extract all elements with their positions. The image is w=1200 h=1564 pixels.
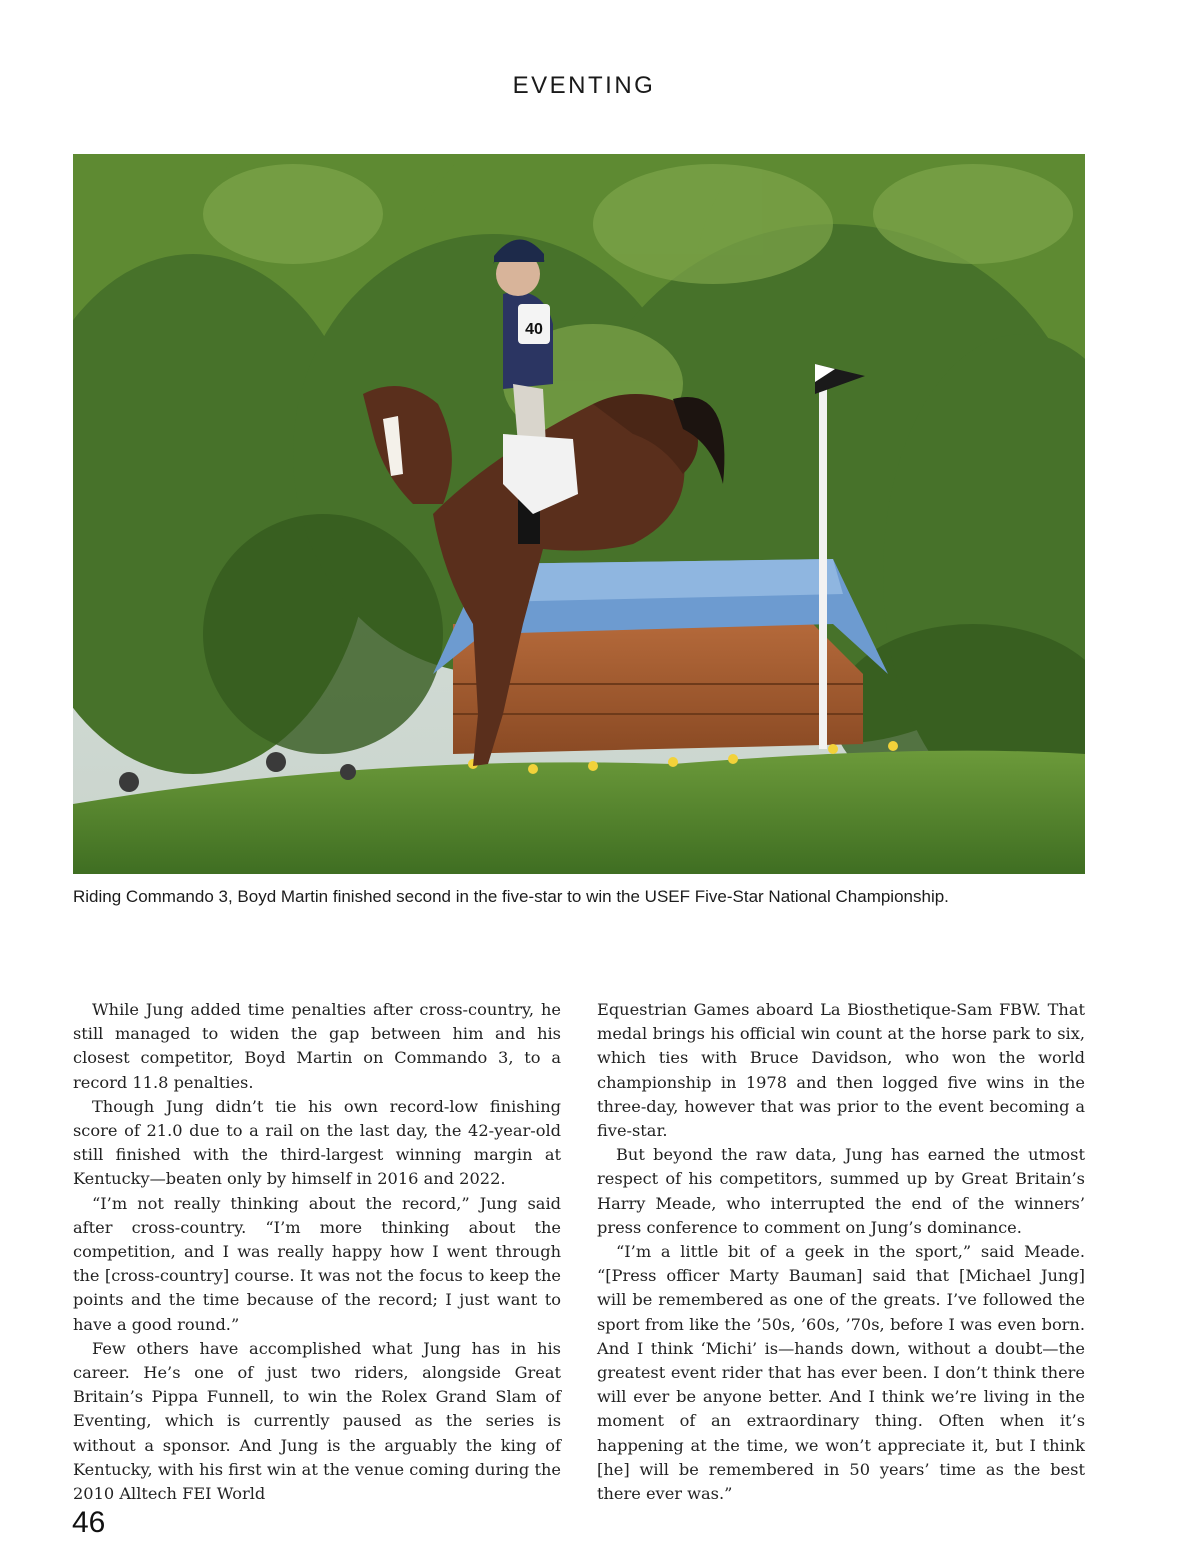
article-paragraph: Few others have accomplished what Jung has in his career. He’s one of just two riders, alongside Great Britain’s Pippa Funnell, to win the Rolex Grand Slam of Eventing, which is currently paused as the series is without a sponsor. And Jung is the arguably the king of Kentucky, with his first win at the venue coming during the 2010 Alltech FEI World [73,1338,561,1504]
section-header: EVENTING [512,72,656,99]
page-number: 46 [72,1506,106,1539]
bib-number: 40 [525,321,543,338]
article-paragraph: Equestrian Games aboard La Biosthetique-Sam FBW. That medal brings his official win count at the horse park to six, which ties with Bruce Davidson, who won the world championship in 1978 and then logged five wins in the three-day, however that was prior to the event becoming a five-star. [597,1000,1085,1141]
article-column-left [73,998,561,1506]
article-paragraph: While Jung added time penalties after cross-country, he still managed to widen the gap between him and his closest competitor, Boyd Martin on Commando 3, to a record 11.8 penalties. [73,1000,561,1092]
photo-caption: Riding Commando 3, Boyd Martin finished second in the five-star to win the USEF Five-Star National Championship. [73,887,949,906]
article-paragraph: “I’m a little bit of a geek in the sport,” said Meade. “[Press officer Marty Bauman] said that [Michael Jung] will be remembered as one of the greats. I’ve followed the sport from like the ’50s, ’60s, ’70s, before I was even born. And I think ‘Michi’ is—hands down, without a doubt—the greatest event rider that has ever been. I don’t think there will ever be anyone better. And I think we’re living in the moment of an extraordinary thing. Often when it’s happening at the time, we won’t appreciate it, but I think [he] will be remembered in 50 years’ time as the best there ever was.” [597,1242,1085,1504]
article-paragraph: But beyond the raw data, Jung has earned the utmost respect of his competitors, summed up by Great Britain’s Harry Meade, who interrupted the end of the winners’ press conference to comment on Jung’s dominance. [597,1145,1085,1237]
article-paragraph: “I’m not really thinking about the record,” Jung said after cross-country. “I’m more thinking about the competition, and I was really happy how I went through the [cross-country] course. It was not the focus to keep the points and the time because of the record; I just want to have a good round.” [73,1193,561,1334]
article-paragraph: Though Jung didn’t tie his own record-low finishing score of 21.0 due to a rail on the last day, the 42-year-old still finished with the third-largest winning margin at Kentucky—beaten only by himself in 2016 and 2022. [73,1096,561,1189]
feature-photo [73,154,1085,874]
photo-horse-jump-icon [73,154,1085,874]
article-column-right [597,998,1085,1506]
